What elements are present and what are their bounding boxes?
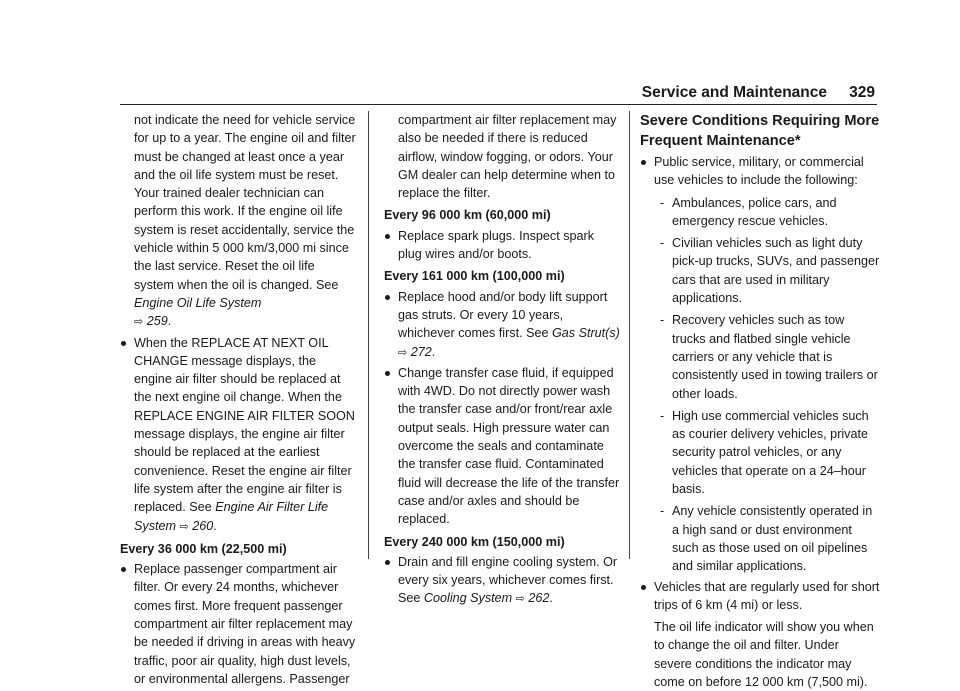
sub-list-item xyxy=(640,194,880,231)
list-item: Replace hood and/or body lift support gas struts. Or every 10 years, whichever comes first. See Gas Strut(s) ⇨ 272. xyxy=(384,288,620,362)
list-item xyxy=(640,153,880,190)
list-item xyxy=(384,227,620,264)
list-item xyxy=(120,560,356,688)
bullet-text: Public service, military, or commercial use vehicles to include the following: xyxy=(654,155,864,188)
interval-heading: Every 161 000 km (100,000 mi) xyxy=(384,269,565,284)
header-title: Service and Maintenance xyxy=(641,84,827,101)
sub-item-text: Ambulances, police cars, and emergency rescue vehicles. xyxy=(672,195,837,228)
dash-marker: - xyxy=(660,313,665,328)
column-divider xyxy=(368,111,369,559)
sub-list-item xyxy=(640,502,880,575)
list-item xyxy=(384,364,620,529)
page-reference[interactable]: 260 xyxy=(192,518,214,533)
sub-list-item xyxy=(640,234,880,307)
interval-heading: Every 36 000 km (22,500 mi) xyxy=(120,541,287,556)
interval-heading: Every 96 000 km (60,000 mi) xyxy=(384,208,551,223)
page-ref-arrow-icon: ⇨ xyxy=(398,346,408,359)
page-reference[interactable]: 272 xyxy=(410,344,432,359)
dash-marker: - xyxy=(660,504,665,519)
page-reference[interactable]: 262 xyxy=(528,591,550,606)
continued-paragraph: not indicate the need for vehicle service for up to a year. The engine oil and filter must be changed at least once a year and the oil life system must be reset. Your trained dealer technician can perform this work. If the engine oil life system is reset accidentally, service the vehicle within 5 000 km/3,000 mi since the last service. Reset the oil life system when the oil is changed. See Engine Oil Life System ⇨ 259. xyxy=(134,113,356,329)
page-ref-arrow-icon: ⇨ xyxy=(134,316,144,329)
page-reference[interactable]: 259 xyxy=(146,314,168,329)
paragraph-text: The oil life indicator will show you when to change the oil and filter. Under severe conditions the indicator may come on before 12 000 km (7,500 mi). xyxy=(654,620,874,690)
dash-marker: - xyxy=(660,195,665,210)
list-item: Drain and fill engine cooling system. Or every six years, whichever comes first. See Cooling System ⇨ 262. xyxy=(384,553,620,609)
cross-reference-link[interactable]: Engine Air Filter Life System xyxy=(134,500,329,533)
sub-item-text: Recovery vehicles such as tow trucks and flatbed single vehicle carriers or any vehicle that is consistently used in towing trailers or other loads. xyxy=(672,313,878,401)
sub-list-item xyxy=(640,407,880,498)
bullet-text: Replace spark plugs. Inspect spark plug wires and/or boots. xyxy=(398,228,595,262)
cross-reference-link[interactable]: Gas Strut(s) xyxy=(551,326,620,341)
cross-reference-link[interactable]: Cooling System xyxy=(423,591,513,606)
continued-paragraph: compartment air filter replacement may also be needed if there is reduced airflow, window fogging, or odors. Your GM dealer can help determine when to replace the filter. xyxy=(398,113,617,201)
bullet-text: Drain and fill engine cooling system. Or every six years, whichever comes first. See xyxy=(398,554,618,606)
sub-item-text: Any vehicle consistently operated in a high sand or dust environment such as those used on oil pipelines and similar applications. xyxy=(672,504,873,574)
bullet-text: Vehicles that are regularly used for short trips of 6 km (4 mi) or less. xyxy=(654,579,880,612)
sub-item-text: Civilian vehicles such as light duty pick-up trucks, SUVs, and passenger cars that are used in military applications. xyxy=(672,236,880,306)
column-right xyxy=(640,111,880,691)
page-header xyxy=(120,84,877,105)
page-number: 329 xyxy=(849,84,875,101)
interval-heading: Every 240 000 km (150,000 mi) xyxy=(384,534,565,549)
paragraph-text: not indicate the need for vehicle service for up to a year. The engine oil and filter must be changed at least once a year and the oil life system must be reset. Your trained dealer technician can perform this work. If the engine oil life system is reset accidentally, service the vehicle within 5 000 km/3,000 mi since the last service. Reset the oil life system when the oil is changed. See xyxy=(134,113,356,292)
dash-marker: - xyxy=(660,236,665,251)
column-left xyxy=(120,111,356,688)
cross-reference-link[interactable]: Engine Oil Life System xyxy=(134,295,262,310)
sub-list-item xyxy=(640,311,880,402)
bullet-text: Replace passenger compartment air filter. Or every 24 months, whichever comes first. More frequent passenger compartment air filter replacement may be needed if driving in areas with heavy traffic, poor air quality, high dust levels, or environmental allergens. Passenger xyxy=(134,562,356,686)
list-item: When the REPLACE AT NEXT OIL CHANGE message displays, the engine air filter should be replaced at the next engine oil change. When the REPLACE ENGINE AIR FILTER SOON message displays, the engine air filter should be replaced at the earliest convenience. Reset the engine air filter life system after the engine air filter is replaced. See Engine Air Filter Life System ⇨ 260. xyxy=(120,334,356,536)
section-title: Severe Conditions Requiring More Frequent Maintenance* xyxy=(640,113,880,149)
column-divider xyxy=(629,111,630,559)
page-ref-arrow-icon: ⇨ xyxy=(515,593,525,606)
dash-marker: - xyxy=(660,408,665,423)
bullet-text: Change transfer case fluid, if equipped with 4WD. Do not directly power wash the transfer case and/or front/rear axle output seals. High pressure water can overcome the seals and contaminate the transfer case fluid. Contaminated fluid will decrease the life of the transfer case and/or axles and should be replaced. xyxy=(398,365,620,527)
bullet-text: When the REPLACE AT NEXT OIL CHANGE message displays, the engine air filter should be replaced at the next engine oil change. When the REPLACE ENGINE AIR FILTER SOON message displays, the engine air filter should be replaced at the earliest convenience. Reset the engine air filter life system after the engine air filter is replaced. See xyxy=(134,335,355,515)
list-item xyxy=(640,578,880,615)
page-ref-arrow-icon: ⇨ xyxy=(179,520,189,533)
sub-item-text: High use commercial vehicles such as courier delivery vehicles, private security patrol vehicles, or any vehicles that operate on a 24–hour basis. xyxy=(672,408,869,497)
column-middle xyxy=(384,111,620,609)
bullet-text: Replace hood and/or body lift support gas struts. Or every 10 years, whichever comes first. See xyxy=(398,289,608,341)
